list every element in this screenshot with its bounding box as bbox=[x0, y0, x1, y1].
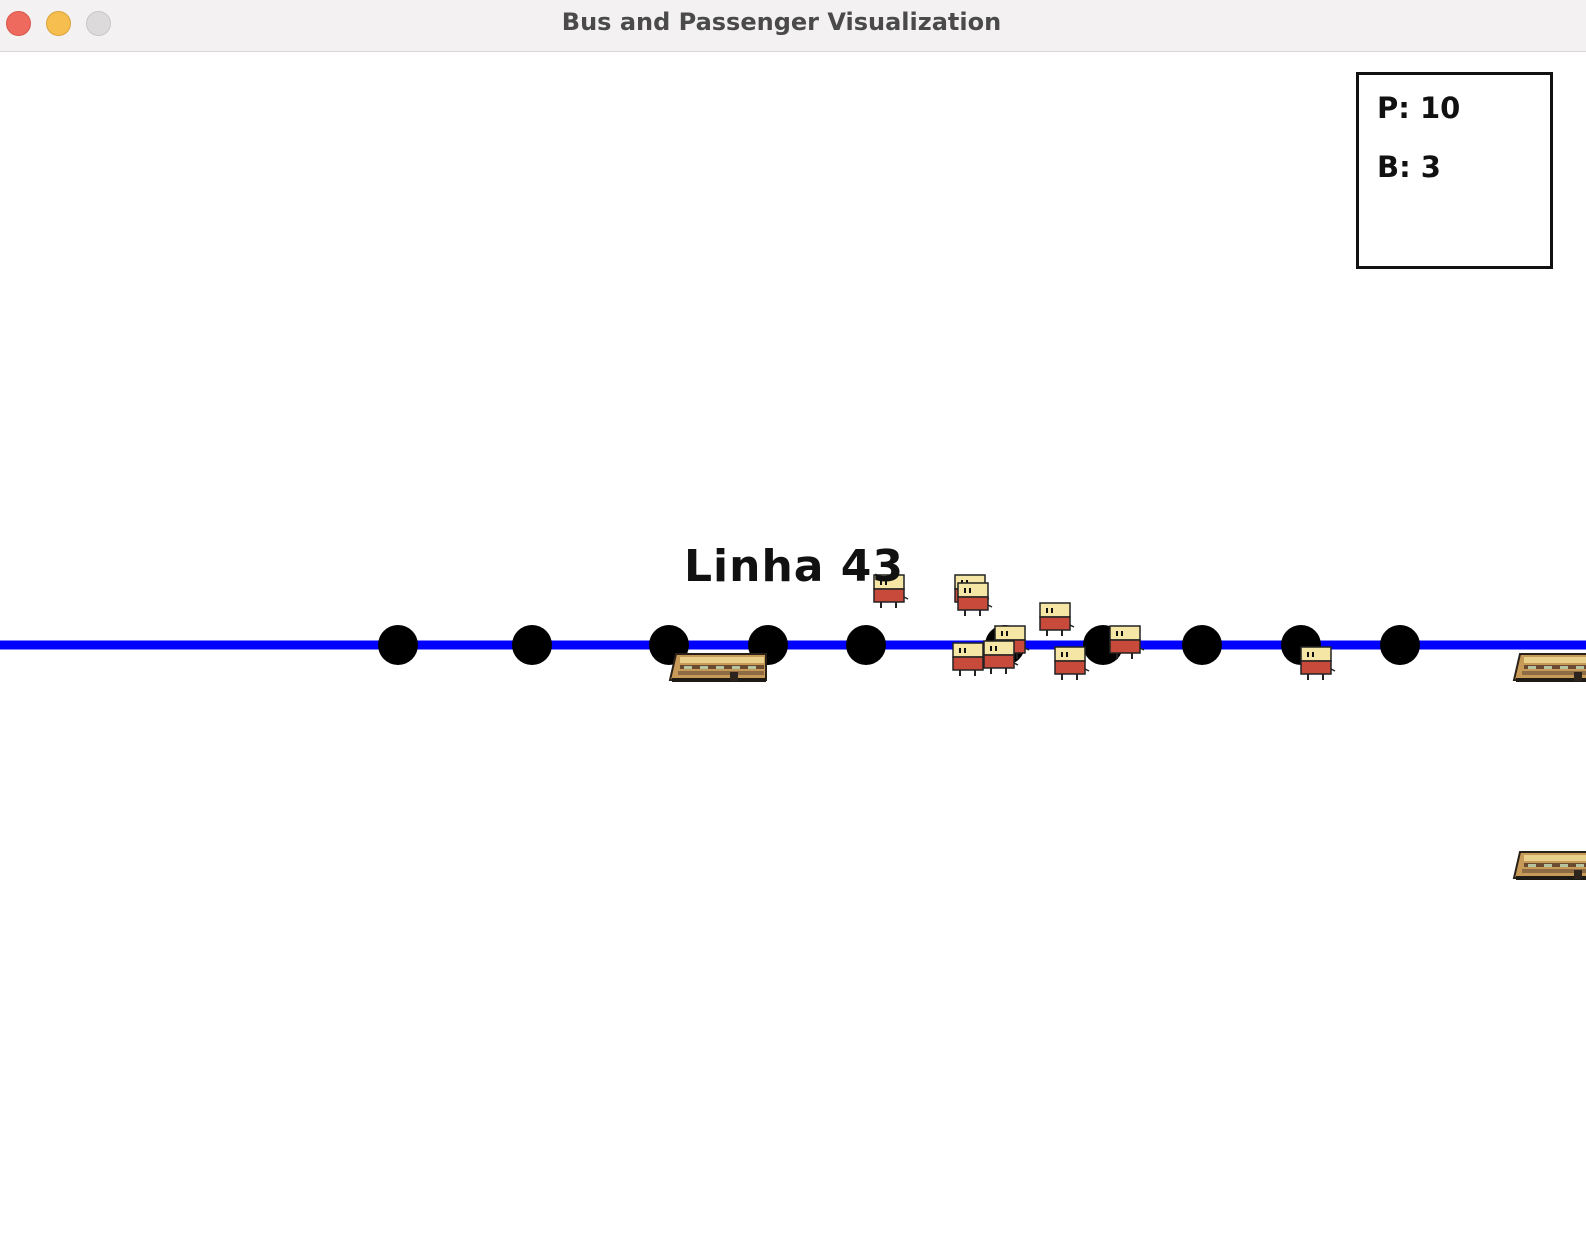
passenger-icon[interactable] bbox=[1301, 647, 1335, 680]
window-titlebar[interactable] bbox=[0, 0, 1586, 52]
bus-stop-icon bbox=[846, 625, 886, 665]
passenger-count: P: 10 bbox=[1377, 91, 1461, 125]
passenger-icon[interactable] bbox=[958, 583, 992, 616]
bus-icon[interactable] bbox=[1514, 654, 1586, 682]
bus-icon[interactable] bbox=[1514, 852, 1586, 880]
bus-stop-icon bbox=[378, 625, 418, 665]
bus-stop-icon bbox=[512, 625, 552, 665]
bus-stop-icon bbox=[1182, 625, 1222, 665]
bus-count: B: 3 bbox=[1377, 150, 1441, 184]
passenger-icon[interactable] bbox=[1055, 647, 1089, 680]
stats-panel bbox=[1356, 72, 1553, 269]
passenger-icon[interactable] bbox=[1040, 603, 1074, 636]
visualization-canvas bbox=[0, 53, 1586, 1251]
route-scene bbox=[0, 53, 1586, 1251]
bus-icon[interactable] bbox=[670, 654, 766, 682]
bus-stop-icon bbox=[1380, 625, 1420, 665]
route-label: Linha 43 bbox=[684, 541, 905, 592]
buses bbox=[670, 654, 1586, 880]
window-title: Bus and Passenger Visualization bbox=[561, 8, 1002, 36]
passenger-icon[interactable] bbox=[953, 643, 987, 676]
passenger-icon[interactable] bbox=[984, 641, 1018, 674]
